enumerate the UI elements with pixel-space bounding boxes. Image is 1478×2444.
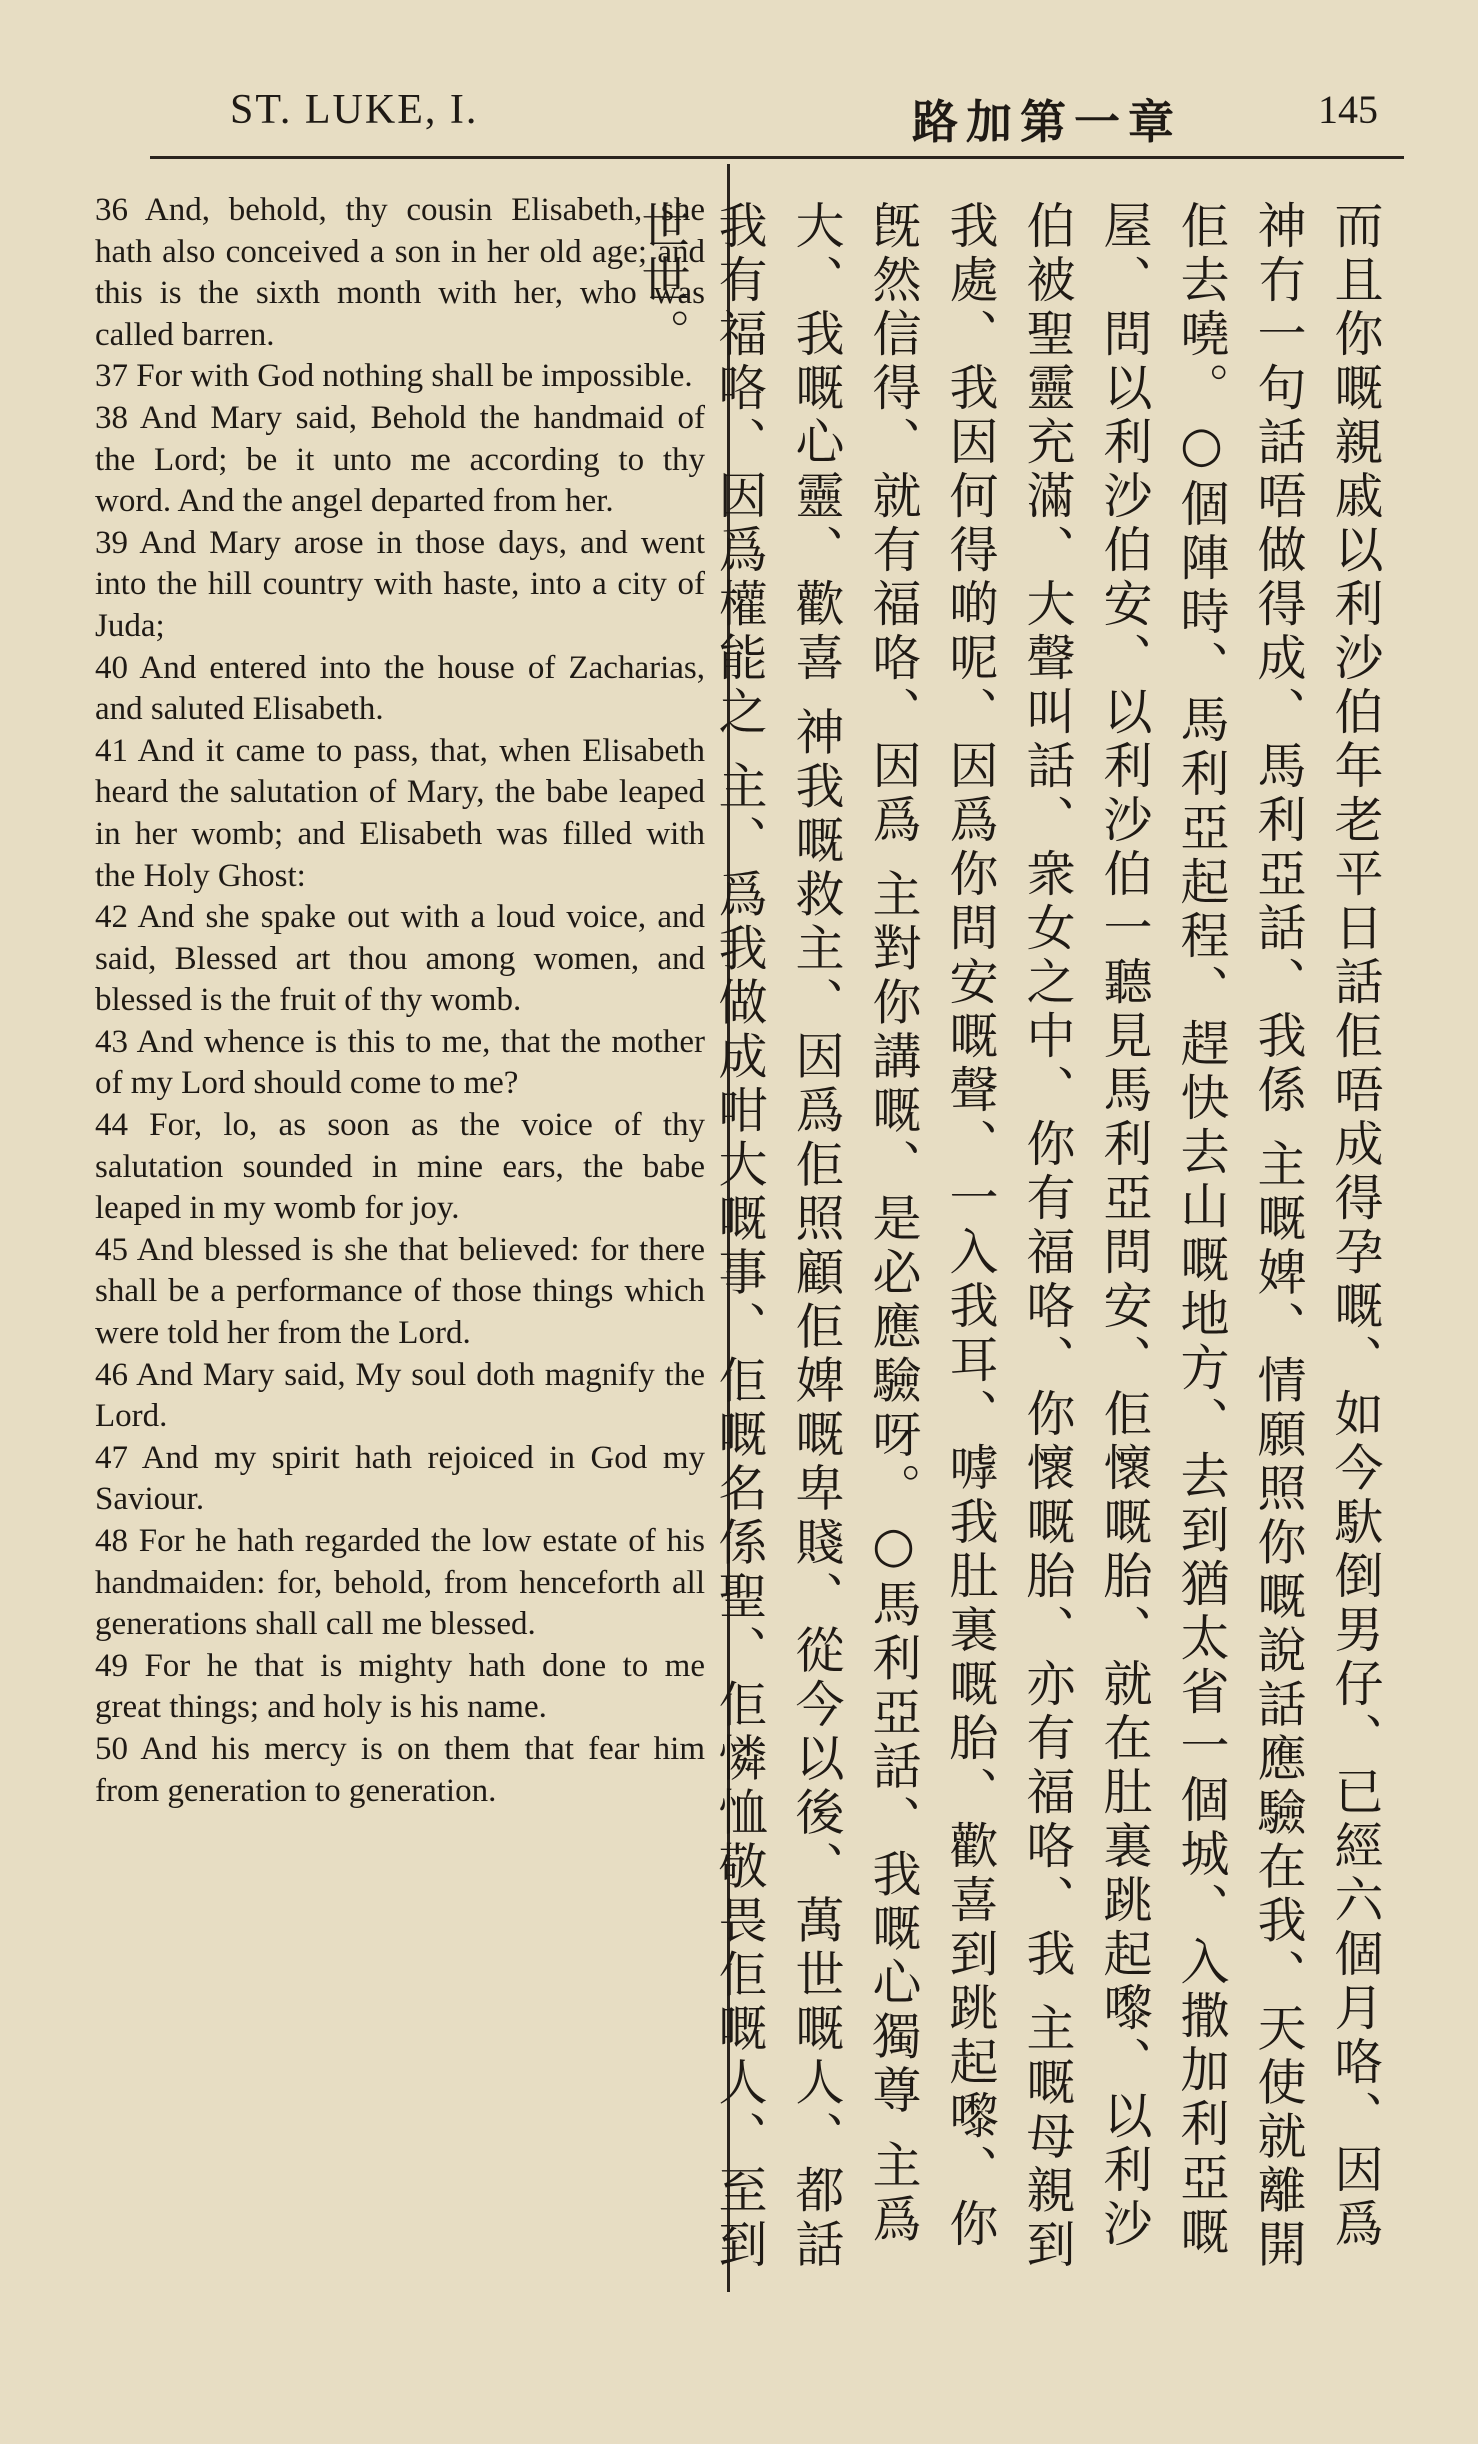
- verse-number: 49: [95, 1647, 128, 1684]
- verse-text: For with God nothing shall be impossible.: [136, 358, 693, 395]
- verse-number: 37: [95, 358, 128, 395]
- verse-text: And blessed is she that believed: for there shall be a performance of those things which were told her from the Lord.: [95, 1231, 705, 1352]
- verse-text: And entered into the house of Zacharias, and saluted Elisabeth.: [95, 649, 705, 728]
- verse-text: And Mary said, Behold the handmaid of the Lord; be it unto me according to thy word. And the angel departed from her.: [95, 399, 705, 520]
- verse-text: And she spake out with a loud voice, and said, Blessed art thou among women, and blessed is the fruit of thy womb.: [95, 899, 706, 1019]
- verse-44: [95, 1105, 705, 1230]
- verse-text: For he hath regarded the low estate of his handmaiden: for, behold, from henceforth all generations shall call me blessed.: [95, 1523, 705, 1643]
- verse-43: [95, 1022, 705, 1105]
- chinese-text: 而且你嘅親戚以利沙伯年老平日話佢唔成得孕嘅、如今馱倒男仔、已經六個月咯、因爲 神冇一句話唔做得成、馬利亞話、我係 主嘅婢、情願照你嘅說話應驗在我、天使就離開佢去嘵。○個陣時、馬利亞起程、趕快去山嘅地方、去到猶太省一個城、入撒加利亞嘅屋、問以利沙伯安、以利沙伯一聽見馬利亞問安、佢懷嘅胎、就在肚裏跳起嚟、以利沙伯被聖靈充滿、大聲叫話、衆女之中、你有福咯、你懷嘅胎、亦有福咯、我 主嘅母親到我處、我因何得啲呢、因爲你問安嘅聲、一入我耳、嘑我肚裏嘅胎、歡喜到跳起嚟、你旣然信得、就有福咯、因爲 主對你講嘅、是必應驗呀。○馬利亞話、我嘅心獨尊 主爲大、我嘅心靈、歡喜 神我嘅救主、因爲佢照顧佢婢嘅卑賤、從今以後、萬世嘅人、都話我有福咯、因爲權能之 主、爲我做成咁大嘅事、佢嘅名係聖、佢憐恤敬畏佢嘅人、至到世世。: [634, 200, 1384, 2273]
- verse-47: [95, 1438, 705, 1521]
- verse-50: [95, 1729, 705, 1812]
- verse-45: [95, 1230, 705, 1355]
- verse-38: [95, 398, 705, 523]
- english-column: [95, 190, 705, 1812]
- verse-number: 43: [95, 1023, 128, 1060]
- verse-number: 42: [95, 899, 128, 936]
- verse-39: [95, 523, 705, 648]
- verse-text: And his mercy is on them that fear him from generation to generation.: [95, 1730, 705, 1809]
- verse-text: And whence is this to me, that the mother of my Lord should come to me?: [95, 1023, 705, 1102]
- running-header-chinese: 路加第一章: [912, 95, 1182, 149]
- verse-36: [95, 190, 705, 356]
- page-number: 145: [1318, 87, 1378, 132]
- verse-number: 41: [95, 732, 128, 769]
- verse-48: [95, 1521, 705, 1646]
- verse-text: And, behold, thy cousin Elisabeth, she hath also conceived a son in her old age; and this is the sixth month with her, who was called barren.: [95, 192, 705, 353]
- verse-number: 48: [95, 1523, 128, 1559]
- verse-number: 45: [95, 1231, 128, 1268]
- verse-37: [95, 356, 705, 398]
- header-rule: [150, 156, 1404, 159]
- verse-42: [95, 897, 705, 1022]
- verse-text: And Mary said, My soul doth magnify the Lord.: [95, 1356, 705, 1435]
- verse-number: 38: [95, 399, 128, 436]
- running-header-english: ST. LUKE, I.: [230, 87, 479, 133]
- verse-41: [95, 731, 705, 897]
- verse-number: 40: [95, 649, 128, 686]
- verse-text: And my spirit hath rejoiced in God my Saviour.: [95, 1439, 705, 1518]
- verse-number: 44: [95, 1107, 128, 1144]
- verse-number: 39: [95, 524, 128, 561]
- verse-46: [95, 1355, 705, 1438]
- verse-number: 47: [95, 1439, 128, 1476]
- verse-40: [95, 648, 705, 731]
- verse-text: And Mary arose in those days, and went into the hill country with haste, into a city of Juda;: [95, 524, 705, 644]
- verse-text: For he that is mighty hath done to me great things; and holy is his name.: [95, 1647, 705, 1726]
- verse-text: And it came to pass, that, when Elisabeth heard the salutation of Mary, the babe leaped in her womb; and Elisabeth was filled with the Holy Ghost:: [95, 732, 705, 894]
- chinese-column: [634, 200, 1394, 2280]
- verse-49: [95, 1646, 705, 1729]
- verse-number: 36: [95, 192, 128, 228]
- verse-number: 46: [95, 1356, 128, 1393]
- verse-number: 50: [95, 1730, 128, 1767]
- verse-text: For, lo, as soon as the voice of thy salutation sounded in mine ears, the babe leaped in my womb for joy.: [95, 1107, 706, 1227]
